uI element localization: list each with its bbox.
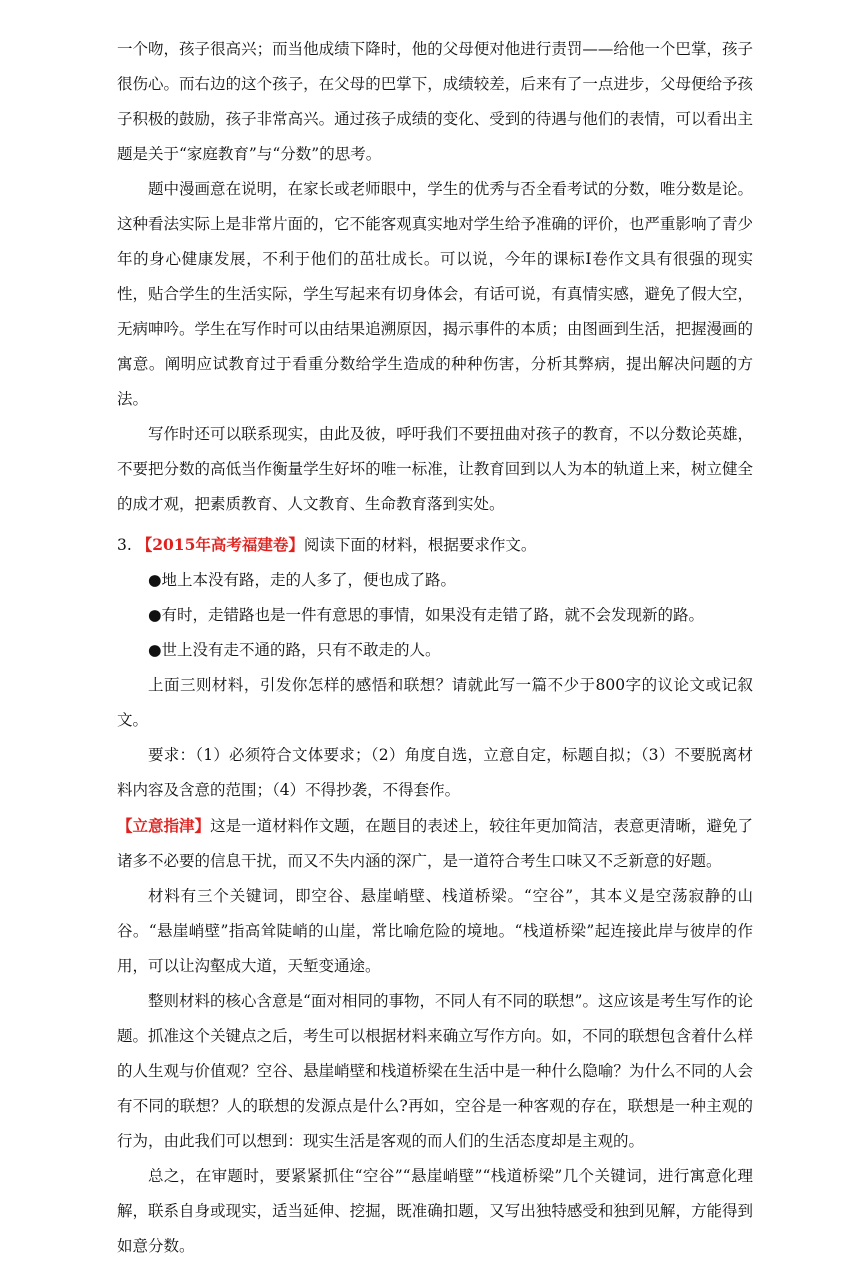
material-bullet-3: ●世上没有走不通的路，只有不敢走的人。 xyxy=(148,641,441,659)
writing-requirements: 要求：（1）必须符合文体要求；（2）角度自选，立意自定，标题自拟；（3）不要脱离材料内容及含意的范围；（4）不得抄袭，不得套作。 xyxy=(117,746,753,799)
question-number: 3. xyxy=(117,536,132,554)
analysis-tag: 【立意指津】 xyxy=(117,816,211,835)
paragraph-writing-advice: 写作时还可以联系现实，由此及彼，呼吁我们不要扭曲对孩子的教育，不以分数论英雄，不要把分数的高低当作衡量学生好坏的唯一标准，让教育回到以人为本的轨道上来，树立健全的成才观，把素质教育、人文教育、生命教育落到实处。 xyxy=(117,425,753,513)
analysis-paragraph-1: 【立意指津】这是一道材料作文题，在题目的表述上，较往年更加简洁，表意更清晰，避免了诸多不必要的信息干扰，而又不失内涵的深广，是一道符合考生口味又不乏新意的好题。 xyxy=(117,816,753,870)
paragraph-family-education-intro: 一个吻，孩子很高兴；而当他成绩下降时，他的父母便对他进行责罚——给他一个巴掌，孩子很伤心。而右边的这个孩子，在父母的巴掌下，成绩较差，后来有了一点进步，父母便给予孩子积极的鼓励，孩子非常高兴。通过孩子成绩的变化、受到的待遇与他们的表情，可以看出主题是关于“家庭教育”与“分数”的思考。 xyxy=(117,40,753,163)
question-prompt: 阅读下面的材料，根据要求作文。 xyxy=(303,536,537,554)
exam-source-tag: 【2015年高考福建卷】 xyxy=(136,535,304,554)
analysis-paragraph-4: 总之，在审题时，要紧紧抓住“空谷”“悬崖峭壁”“栈道桥梁”几个关键词，进行寓意化理解，联系自身或现实，适当延伸、挖掘，既准确扣题，又写出独特感受和独到见解，方能得到如意分数。 xyxy=(117,1167,753,1255)
question-3-heading xyxy=(117,527,753,563)
writing-instruction: 上面三则材料，引发你怎样的感悟和联想？请就此写一篇不少于800字的议论文或记叙文。 xyxy=(117,676,753,729)
material-bullet-1: ●地上本没有路，走的人多了，便也成了路。 xyxy=(148,571,457,589)
analysis-paragraph-3: 整则材料的核心含意是“面对相同的事物，不同人有不同的联想”。这应该是考生写作的论题。抓准这个关键点之后，考生可以根据材料来确立写作方向。如，不同的联想包含着什么样的人生观与价值观？空谷、悬崖峭壁和栈道桥梁在生活中是一种什么隐喻？为什么不同的人会有不同的联想？人的联想的发源点是什么?再如，空谷是一种客观的存在，联想是一种主观的行为，由此我们可以想到：现实生活是客观的而人们的生活态度却是主观的。 xyxy=(117,992,753,1150)
paragraph-comic-meaning: 题中漫画意在说明，在家长或老师眼中，学生的优秀与否全看考试的分数，唯分数是论。这种看法实际上是非常片面的，它不能客观真实地对学生给予准确的评价，也严重影响了青少年的身心健康发展，不利于他们的茁壮成长。可以说，今年的课标Ⅰ卷作文具有很强的现实性，贴合学生的生活实际，学生写起来有切身体会，有话可说，有真情实感，避免了假大空，无病呻吟。学生在写作时可以由结果追溯原因，揭示事件的本质；由图画到生活，把握漫画的寓意。阐明应试教育过于看重分数给学生造成的种种伤害，分析其弊病，提出解决问题的方法。 xyxy=(117,180,753,408)
document-body xyxy=(117,32,753,1264)
analysis-paragraph-2: 材料有三个关键词，即空谷、悬崖峭壁、栈道桥梁。“空谷”，其本义是空荡寂静的山谷。“悬崖峭壁”指高耸陡峭的山崖，常比喻危险的境地。“栈道桥梁”起连接此岸与彼岸的作用，可以让沟壑成大道，天堑变通途。 xyxy=(117,887,753,975)
material-bullet-2: ●有时，走错路也是一件有意思的事情，如果没有走错了路，就不会发现新的路。 xyxy=(148,606,705,624)
